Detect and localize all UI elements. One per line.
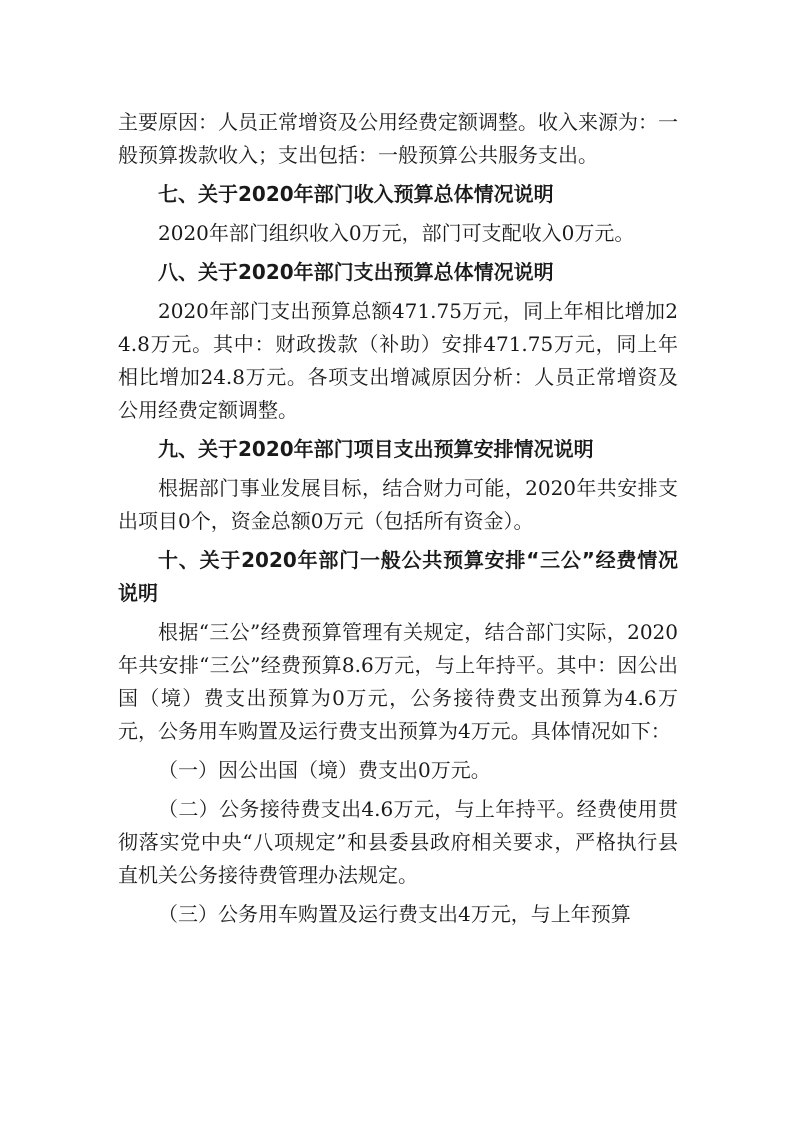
heading-section-8: 八、关于2020年部门支出预算总体情况说明 — [158, 260, 554, 284]
heading-section-7: 七、关于2020年部门收入预算总体情况说明 — [158, 182, 554, 206]
paragraph-three-public: 根据“三公”经费预算管理有关规定，结合部门实际，2020年共安排“三公”经费预算8.6万元，与上年持平。其中：因公出国（境）费支出预算为0万元，公务接待费支出预算为4.6万元，公务用车购置及运行费支出预算为4万元。具体情况如下： — [118, 620, 678, 743]
paragraph-item-1: （一）因公出国（境）费支出0万元。 — [158, 758, 491, 782]
paragraph-income: 2020年部门组织收入0万元，部门可支配收入0万元。 — [158, 221, 635, 245]
paragraph-expenditure: 2020年部门支出预算总额471.75万元，同上年相比增加24.8万元。其中：财政拨款（补助）安排471.75万元，同上年相比增加24.8万元。各项支出增减原因分析：人员正常增资及公用经费定额调整。 — [118, 299, 678, 422]
paragraph-item-3: （三）公务用车购置及运行费支出4万元，与上年预算 — [158, 902, 631, 926]
paragraph-item-2: （二）公务接待费支出4.6万元，与上年持平。经费使用贯彻落实党中央“八项规定”和县委县政府相关要求，严格执行县直机关公务接待费管理办法规定。 — [118, 797, 678, 887]
paragraph-projects: 根据部门事业发展目标，结合财力可能，2020年共安排支出项目0个，资金总额0万元（包括所有资金）。 — [118, 476, 678, 533]
document-body — [118, 106, 678, 937]
heading-section-10: 十、关于2020年部门一般公共预算安排“三公”经费情况说明 — [118, 548, 678, 605]
heading-section-9: 九、关于2020年部门项目支出预算安排情况说明 — [158, 437, 594, 461]
paragraph-reason: 主要原因：人员正常增资及公用经费定额调整。收入来源为：一般预算拨款收入；支出包括：一般预算公共服务支出。 — [118, 110, 678, 167]
